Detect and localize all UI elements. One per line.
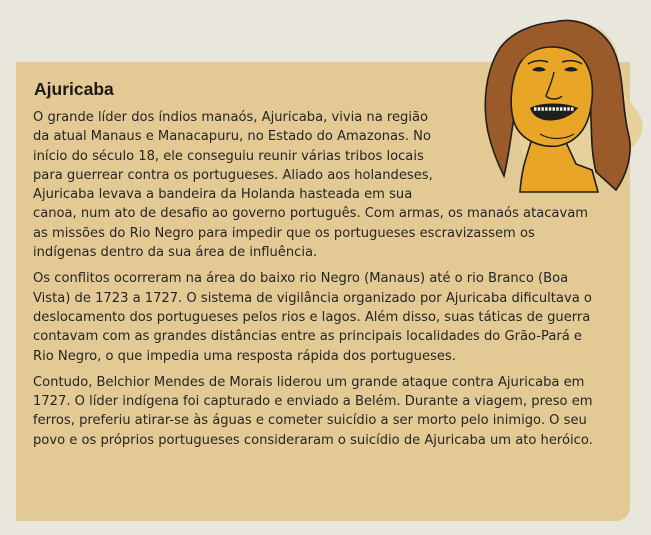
article-body [33, 108, 593, 457]
paragraph-1: O grande líder dos índios manaós, Ajuricaba, vivia na região da atual Manaus e Manacapuru, no Estado do Amazonas. No início do século 18, ele conseguiu reunir várias tribos locais para guerrear contra os portugueses. Aliado aos holandeses, Ajuricaba levava a bandeira da Holanda hasteada em sua canoa, num ato de desafio ao governo português. Com armas, os manaós atacavam as missões do Rio Negro para impedir que os portugueses escravizassem os indígenas dentro da sua área de influência. [33, 110, 588, 261]
paragraph-3: Contudo, Belchior Mendes de Morais liderou um grande ataque contra Ajuricaba em 1727. O líder indígena foi capturado e enviado a Belém. Durante a viagem, preso em ferros, preferiu atirar-se às águas e cometer suicídio a ser morto pelo inimigo. O seu povo e os próprios portugueses consideraram o suicídio de Ajuricaba um ato heróico. [33, 374, 593, 448]
paragraph-2: Os conflitos ocorreram na área do baixo rio Negro (Manaus) até o rio Branco (Boa Vista) de 1723 a 1727. O sistema de vigilância organizado por Ajuricaba dificultava o deslocamento dos portugueses pelos rios e lagos. Além disso, suas táticas de guerra contavam com as grandes distâncias entre as principais localidades do Grão-Pará e Rio Negro, o que impedia uma resposta rápida dos portugueses. [33, 271, 592, 364]
portrait-wrap-area [443, 108, 593, 202]
article-title: Ajuricaba [34, 79, 114, 99]
